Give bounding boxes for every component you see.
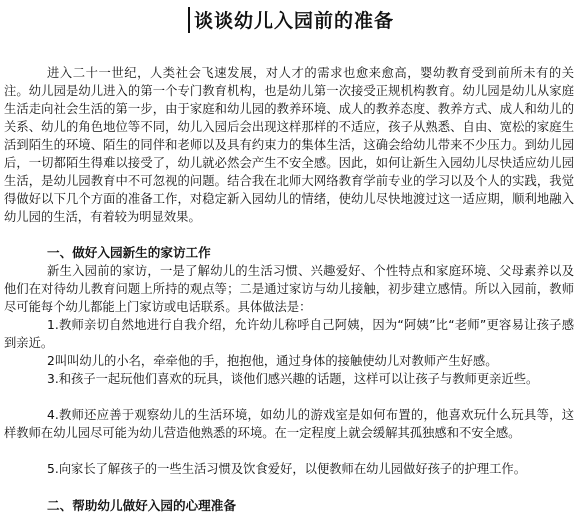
section1-heading: 一、做好入园新生的家访工作 (47, 245, 211, 260)
list-item: 3.和孩子一起玩他们喜欢的玩具，谈他们感兴趣的话题，这样可以让孩子与教师更亲近些。 (47, 372, 539, 386)
list-item: 1.教师亲切自然地进行自我介绍，允许幼儿称呼自己阿姨，因为“阿姨”比“老师”更容易让孩子感到亲近。 (4, 318, 574, 350)
section2-heading: 二、帮助幼儿做好入园的心理准备 (47, 498, 236, 513)
title-bar (0, 0, 585, 38)
section1-intro-paragraph: 新生入园前的家访，一是了解幼儿的生活习惯、兴趣爱好、个性特点和家庭环境、父母素养以及他们在对待幼儿教育问题上所持的观点等；二是通过家访与幼儿接触，初步建立感情。所以入园前，教师尽可能每个幼儿都能上门家访或电话联系。具体做法是： (4, 264, 574, 314)
text-cursor (188, 7, 190, 33)
document-title: 谈谈幼儿入园前的准备 (194, 10, 395, 32)
list-item: 4.教师还应善于观察幼儿的生活环境，如幼儿的游戏室是如何布置的，他喜欢玩什么玩具等，这样教师在幼儿园尽可能为幼儿营造他熟悉的环境。在一定程度上就会缓解其孤独感和不安全感。 (4, 408, 574, 440)
intro-paragraph: 进入二十一世纪，人类社会飞速发展，对人才的需求也愈来愈高，婴幼教育受到前所未有的关注。幼儿园是幼儿进入的第一个专门教育机构，也是幼儿第一次接受正规机构教育。幼儿园是幼儿从家庭生活走向社会生活的第一步，由于家庭和幼儿园的教养环境、成人的教养态度、教养方式、成人和幼儿的关系、幼儿的角色地位等不同，幼儿入园后会出现这样那样的不适应，孩子从熟悉、自由、宽松的家庭生活到陌生的环境、陌生的同伴和老师以及具有约束力的集体生活，这确会给幼儿带来不少压力。到幼儿园后，一切都陌生得难以接受了，幼儿就必然会产生不安全感。因此，如何让新生入园幼儿尽快适应幼儿园生活，是幼儿园教育中不可忽视的问题。结合我在北师大网络教育学前专业的学习以及个人的实践，我觉得做好以下几个方面的准备工作，对稳定新入园幼儿的情绪，使幼儿尽快地渡过这一适应期，顺利地融入幼儿园的生活，有着较为明显效果。 (4, 66, 574, 224)
list-item: 2叫叫幼儿的小名，牵牵他的手，抱抱他，通过身体的接触使幼儿对教师产生好感。 (47, 354, 498, 368)
list-item: 5.向家长了解孩子的一些生活习惯及饮食爱好，以便教师在幼儿园做好孩子的护理工作。 (47, 462, 527, 476)
